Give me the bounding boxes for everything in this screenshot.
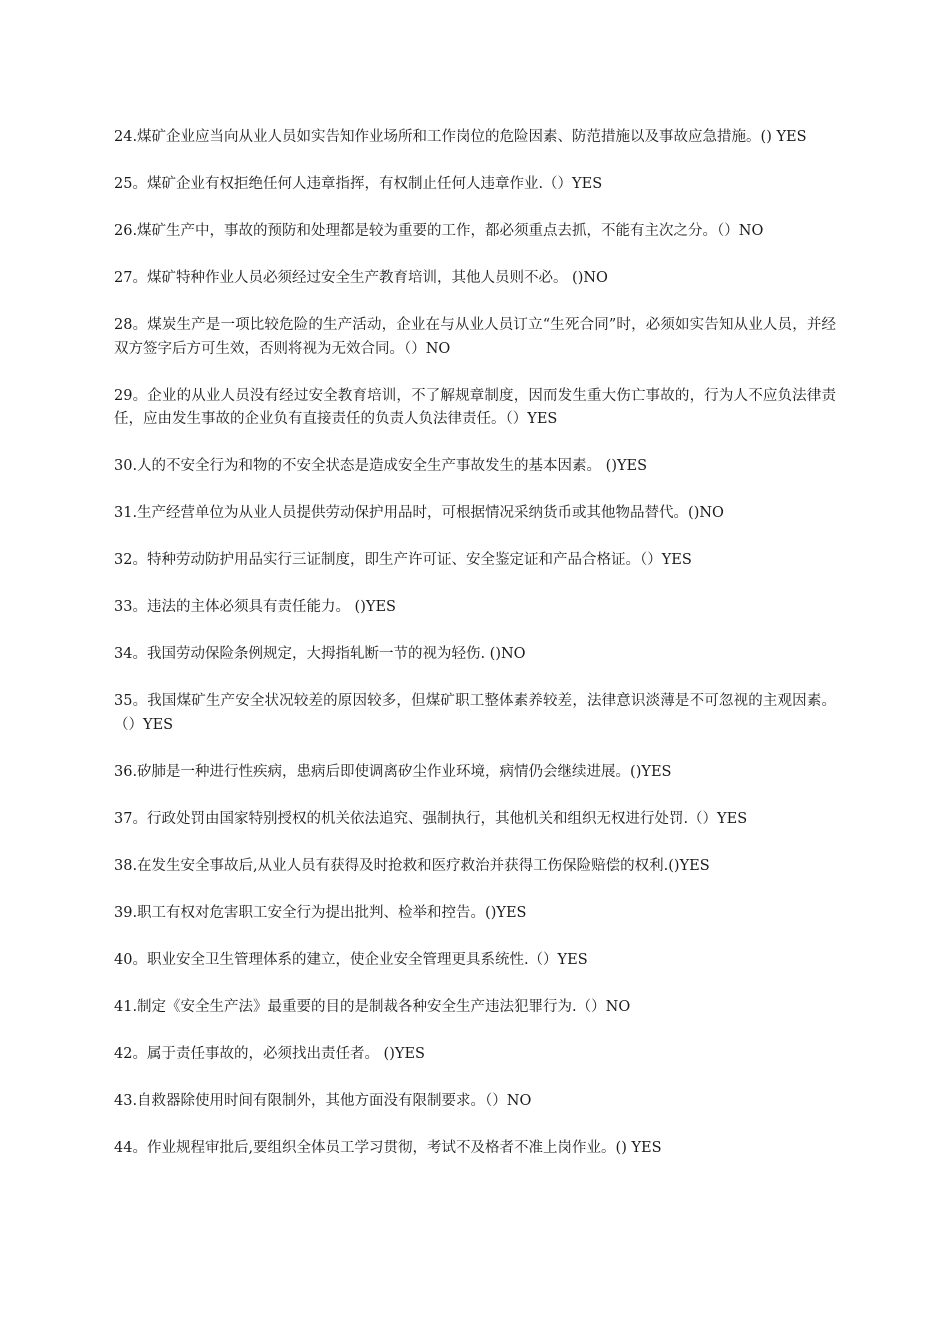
question-27: 27。煤矿特种作业人员必须经过安全生产教育培训，其他人员则不必。 ()NO (114, 270, 608, 286)
question-25: 25。煤矿企业有权拒绝任何人违章指挥，有权制止任何人违章作业.（）YES (114, 176, 603, 192)
question-32: 32。特种劳动防护用品实行三证制度，即生产许可证、安全鉴定证和产品合格证。（）YES (114, 552, 692, 568)
question-38: 38.在发生安全事故后,从业人员有获得及时抢救和医疗救治并获得工伤保险赔偿的权利.()YES (114, 857, 710, 874)
question-39: 39.职工有权对危害职工安全行为提出批判、检举和控告。()YES (114, 904, 527, 921)
question-28: 28。煤炭生产是一项比较危险的生产活动，企业在与从业人员订立“生死合同”时，必须如实告知从业人员，并经双方签字后方可生效，否则将视为无效合同。（）NO (114, 317, 836, 357)
question-31: 31.生产经营单位为从业人员提供劳动保护用品时，可根据情况采纳货币或其他物品替代。()NO (114, 505, 724, 521)
question-35: 35。我国煤矿生产安全状况较差的原因较多，但煤矿职工整体素养较差，法律意识淡薄是不可忽视的主观因素。（）YES (114, 693, 836, 733)
question-33: 33。违法的主体必须具有责任能力。 ()YES (114, 599, 396, 615)
question-30: 30.人的不安全行为和物的不安全状态是造成安全生产事故发生的基本因素。 ()YES (114, 458, 648, 474)
question-41: 41.制定《安全生产法》最重要的目的是制裁各种安全生产违法犯罪行为.（）NO (114, 998, 631, 1015)
question-36: 36.矽肺是一种进行性疾病，患病后即使调离矽尘作业环境，病情仍会继续进展。()YES (114, 763, 672, 780)
question-42: 42。属于责任事故的，必须找出责任者。 ()YES (114, 1045, 425, 1062)
question-43: 43.自救器除使用时间有限制外，其他方面没有限制要求。（）NO (114, 1092, 532, 1109)
question-44: 44。作业规程审批后,要组织全体员工学习贯彻，考试不及格者不准上岗作业。() YES (114, 1139, 662, 1156)
question-34: 34。我国劳动保险条例规定，大拇指轧断一节的视为轻伤. ()NO (114, 646, 526, 662)
question-29: 29。企业的从业人员没有经过安全教育培训，不了解规章制度，因而发生重大伤亡事故的，行为人不应负法律责任，应由发生事故的企业负有直接责任的负责人负法律责任。（）YES (114, 387, 836, 427)
question-37: 37。行政处罚由国家特别授权的机关依法追究、强制执行，其他机关和组织无权进行处罚.（）YES (114, 810, 748, 827)
question-list (114, 126, 836, 1184)
question-26: 26.煤矿生产中，事故的预防和处理都是较为重要的工作，都必须重点去抓，不能有主次之分。（）NO (114, 223, 764, 239)
question-24: 24.煤矿企业应当向从业人员如实告知作业场所和工作岗位的危险因素、防范措施以及事故应急措施。() YES (114, 129, 807, 145)
question-40: 40。职业安全卫生管理体系的建立，使企业安全管理更具系统性.（）YES (114, 951, 588, 968)
